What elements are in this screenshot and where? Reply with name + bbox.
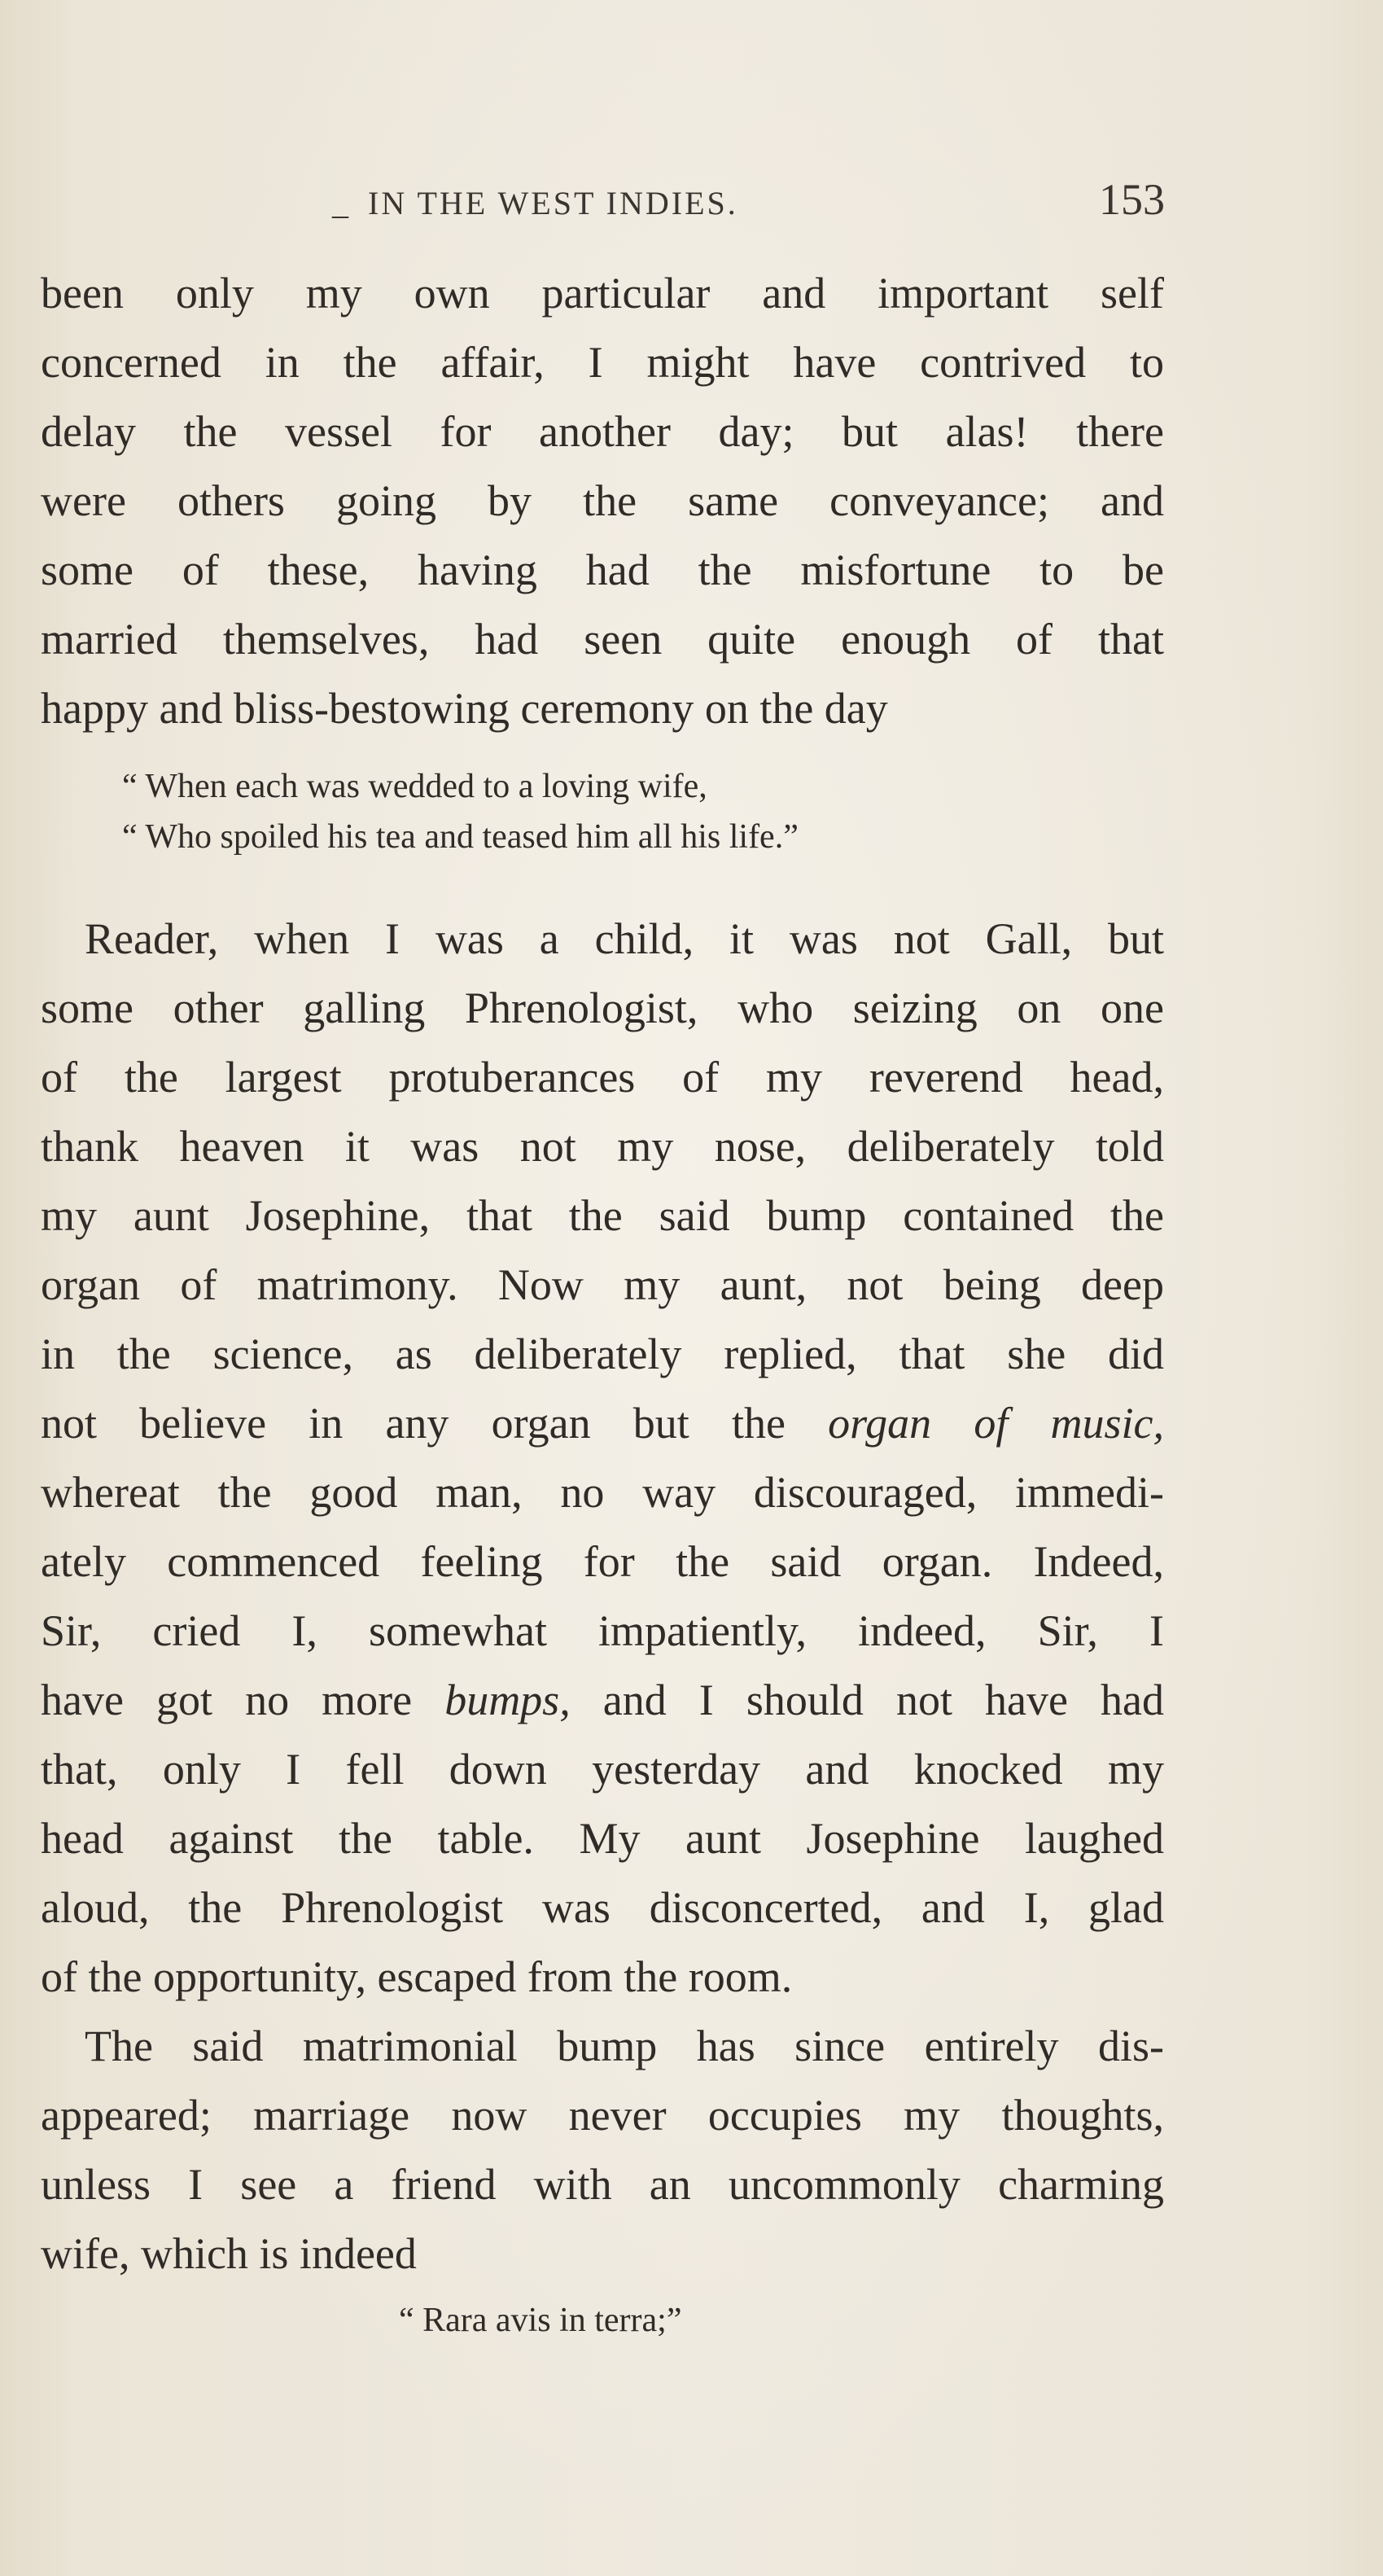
text-line: of the opportunity, escaped from the room. [41, 1952, 793, 2001]
text-line [41, 1389, 1164, 1458]
text-line [41, 1666, 1164, 1735]
text-line: organ of matrimony. Now my aunt, not being deep [41, 1260, 1164, 1309]
running-head [332, 184, 738, 222]
page-number: 153 [1099, 175, 1165, 224]
text-line: married themselves, had seen quite enough of that [41, 615, 1164, 664]
text-line: happy and bliss-bestowing ceremony on the day [41, 684, 888, 733]
text-line: in the science, as deliberately replied, that she did [41, 1330, 1164, 1378]
text-line: that, only I fell down yesterday and knocked my [41, 1745, 1164, 1794]
text-line: unless I see a friend with an uncommonly charming [41, 2160, 1164, 2209]
text-line: Reader, when I was a child, it was not Gall, but [85, 914, 1164, 963]
paragraph-3 [41, 2012, 1164, 2289]
text-line: were others going by the same conveyance; and [41, 476, 1164, 525]
text-line: appeared; marriage now never occupies my thoughts, [41, 2091, 1164, 2140]
text-line: aloud, the Phrenologist was disconcerted, and I, glad [41, 1883, 1164, 1932]
text-segment: not believe in any organ but the [41, 1399, 829, 1448]
verse-line: “ When each was wedded to a loving wife, [122, 768, 707, 805]
text-segment: have got no more [41, 1676, 445, 1724]
text-line: The said matrimonial bump has since entirely dis- [85, 2022, 1164, 2070]
latin-quotation: “ Rara avis in terra;” [399, 2302, 682, 2339]
text-line: Sir, cried I, somewhat impatiently, indeed, Sir, I [41, 1606, 1164, 1655]
text-line: head against the table. My aunt Josephine laughed [41, 1814, 1164, 1863]
text-line: wife, which is indeed [41, 2229, 417, 2278]
text-line: some of these, having had the misfortune to be [41, 545, 1164, 594]
text-segment: and I should not have had [570, 1676, 1164, 1724]
text-line: delay the vessel for another day; but alas! there [41, 407, 1164, 456]
paragraph-2 [41, 905, 1164, 2012]
body-text [41, 259, 1164, 2346]
text-line: thank heaven it was not my nose, deliberately told [41, 1122, 1164, 1171]
text-line: of the largest protuberances of my reverend head, [41, 1053, 1164, 1102]
text-line: my aunt Josephine, that the said bump contained the [41, 1191, 1164, 1240]
header-dash: _ [332, 185, 348, 221]
paragraph-1 [41, 259, 1164, 743]
text-line: been only my own particular and important self [41, 269, 1164, 318]
text-line: some other galling Phrenologist, who seizing on one [41, 984, 1164, 1032]
italic-phrase: bumps, [444, 1676, 571, 1724]
running-title: IN THE WEST INDIES. [368, 185, 738, 221]
text-line: whereat the good man, no way discouraged, immedi- [41, 1468, 1164, 1517]
page-header [0, 163, 1383, 236]
italic-phrase: organ of music, [828, 1399, 1164, 1448]
verse-line: “ Who spoiled his tea and teased him all his life.” [122, 818, 799, 856]
verse-quotation [41, 761, 1164, 862]
text-line: ately commenced feeling for the said organ. Indeed, [41, 1537, 1164, 1586]
text-line: concerned in the affair, I might have contrived to [41, 338, 1164, 387]
